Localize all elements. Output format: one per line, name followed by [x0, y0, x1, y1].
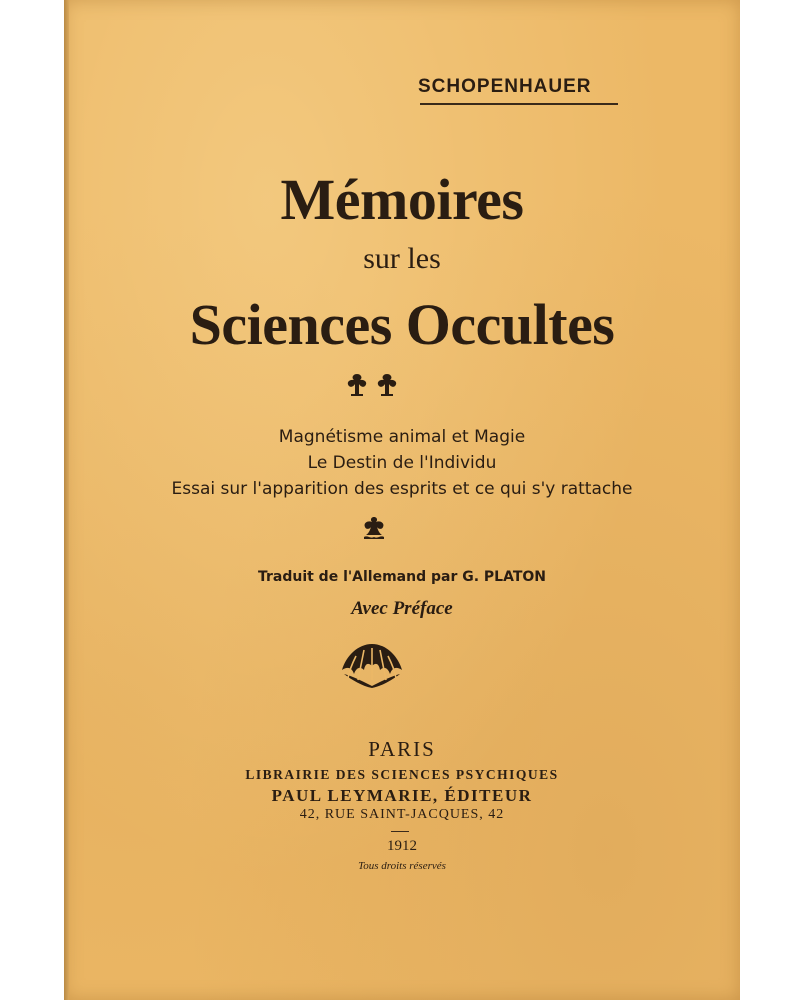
- publisher-line-1: LIBRAIRIE DES SCIENCES PSYCHIQUES: [245, 767, 559, 782]
- subtitle-2: Le Destin de l'Individu: [307, 453, 497, 473]
- author-name: SCHOPENHAUER: [418, 76, 592, 97]
- separator-rule: [391, 831, 409, 832]
- publisher-address: 42, RUE SAINT-JACQUES, 42: [299, 807, 505, 822]
- rights-notice: Tous droits réservés: [358, 860, 446, 872]
- publication-year: 1912: [387, 838, 417, 854]
- title-line-1: Mémoires: [280, 167, 524, 232]
- translator-credit: Traduit de l'Allemand par G. PLATON: [257, 569, 547, 585]
- title-line-2: sur les: [363, 242, 441, 275]
- author-underline: [420, 103, 618, 105]
- subtitle-1: Magnétisme animal et Magie: [278, 427, 526, 447]
- publication-city: PARIS: [368, 737, 436, 761]
- subtitle-3: Essai sur l'apparition des esprits et ce qui s'y rattache: [171, 479, 633, 499]
- preface-note: Avec Préface: [351, 598, 453, 619]
- title-line-3: Sciences Occultes: [189, 292, 615, 357]
- publisher-line-2: PAUL LEYMARIE, ÉDITEUR: [271, 786, 533, 805]
- shell-fleuron-icon: [338, 640, 406, 690]
- fleuron-pair-icon: [343, 370, 407, 398]
- fleuron-icon: [360, 515, 388, 541]
